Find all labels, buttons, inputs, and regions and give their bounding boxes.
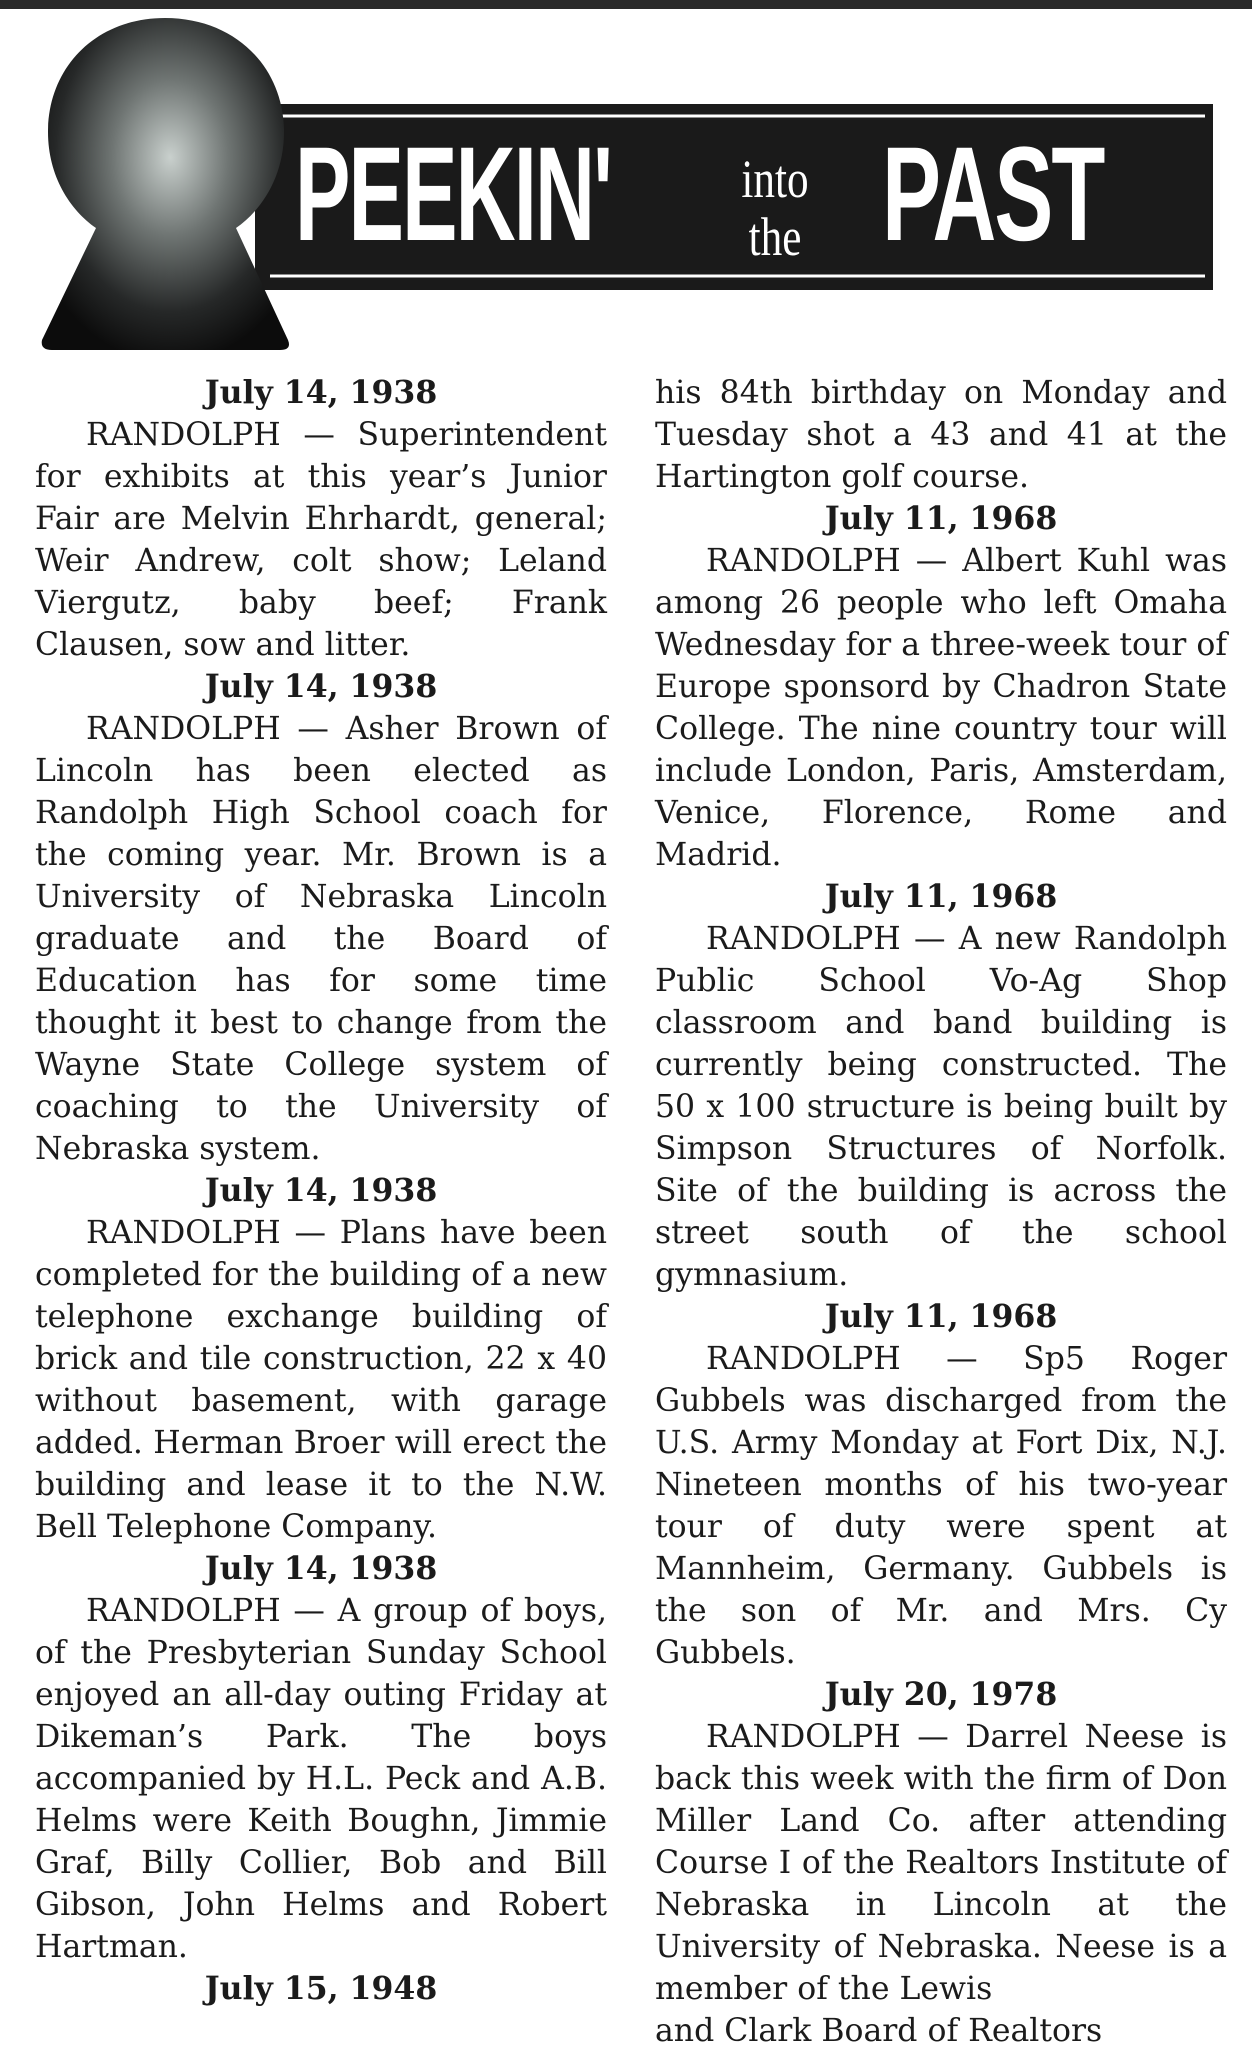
- entry-date: July 20, 1978: [824, 1676, 1058, 1713]
- entry-text: RANDOLPH — Superintendent for exhibits at this year’s Junior Fair are Melvin Ehrhardt, general; Weir Andrew, colt show; Leland Viergutz, baby beef; Frank Clausen, sow and litter.: [35, 417, 607, 663]
- continued-text: his 84th birthday on Monday and Tuesday shot a 43 and 41 at the Hartington golf course.: [655, 375, 1227, 495]
- entry: [655, 498, 1227, 876]
- entry: [35, 372, 607, 666]
- entry: [655, 1674, 1227, 2010]
- cut-off-line: and Clark Board of Realtors: [655, 2013, 1103, 2049]
- entry-text: RANDOLPH — Sp5 Roger Gubbels was discharged from the U.S. Army Monday at Fort Dix, N.J. Nineteen months of his two-year tour of duty were spent at Mannheim, Germany. Gubbels is the son of Mr. and Mrs. Cy Gubbels.: [655, 1341, 1227, 1671]
- entry-date: July 14, 1938: [204, 1550, 438, 1587]
- entry-date: July 14, 1938: [204, 374, 438, 411]
- entry-text: RANDOLPH — Albert Kuhl was among 26 people who left Omaha Wednesday for a three-week tour of Europe sponsord by Chadron State College. The nine country tour will include London, Paris, Amsterdam, Venice, Florence, Rome and Madrid.: [655, 543, 1227, 873]
- keyhole-icon: [42, 18, 289, 350]
- entry: [35, 1170, 607, 1548]
- entry-text: RANDOLPH — A group of boys, of the Presbyterian Sunday School enjoyed an all-day outing Friday at Dikeman’s Park. The boys accompanied by H.L. Peck and A.B. Helms were Keith Boughn, Jimmie Graf, Billy Collier, Bob and Bill Gibson, John Helms and Robert Hartman.: [35, 1593, 607, 1965]
- entry-date: July 14, 1938: [204, 1172, 438, 1209]
- entry: [655, 876, 1227, 1296]
- cut-off-date: July 15, 1948: [204, 1970, 438, 2007]
- left-column: [35, 372, 607, 2010]
- entry-text: RANDOLPH — Plans have been completed for the building of a new telephone exchange building of brick and tile construction, 22 x 40 without basement, with garage added. Herman Broer will erect the building and lease it to the N.W. Bell Telephone Company.: [35, 1215, 607, 1545]
- entry-date: July 14, 1938: [204, 668, 438, 705]
- entry-text: RANDOLPH — A new Randolph Public School Vo-Ag Shop classroom and band building is currently being constructed. The 50 x 100 structure is being built by Simpson Structures of Norfolk. Site of the building is across the street south of the school gymnasium.: [655, 921, 1227, 1293]
- entry: [35, 1548, 607, 1968]
- title-into-the: [739, 150, 811, 266]
- title-past: PAST: [882, 120, 1104, 269]
- title-peekin: PEEKIN': [295, 120, 612, 269]
- entry-date: July 11, 1968: [824, 500, 1058, 537]
- entry-text: RANDOLPH — Asher Brown of Lincoln has been elected as Randolph High School coach for the coming year. Mr. Brown is a University of Nebraska Lincoln graduate and the Board of Education has for some time thought it best to change from the Wayne State College system of coaching to the University of Nebraska system.: [35, 711, 607, 1167]
- masthead: [0, 0, 1252, 360]
- entry-date: July 11, 1968: [824, 1298, 1058, 1335]
- entry-text: RANDOLPH — Darrel Neese is back this week with the firm of Don Miller Land Co. after attending Course I of the Realtors Institute of Nebraska in Lincoln at the University of Nebraska. Neese is a member of the Lewis: [655, 1719, 1227, 2007]
- entry-date: July 11, 1968: [824, 878, 1058, 915]
- entry: [35, 666, 607, 1170]
- entry: [655, 1296, 1227, 1674]
- right-column: [655, 372, 1227, 2052]
- title-the: the: [748, 207, 802, 267]
- title-into: into: [741, 149, 809, 209]
